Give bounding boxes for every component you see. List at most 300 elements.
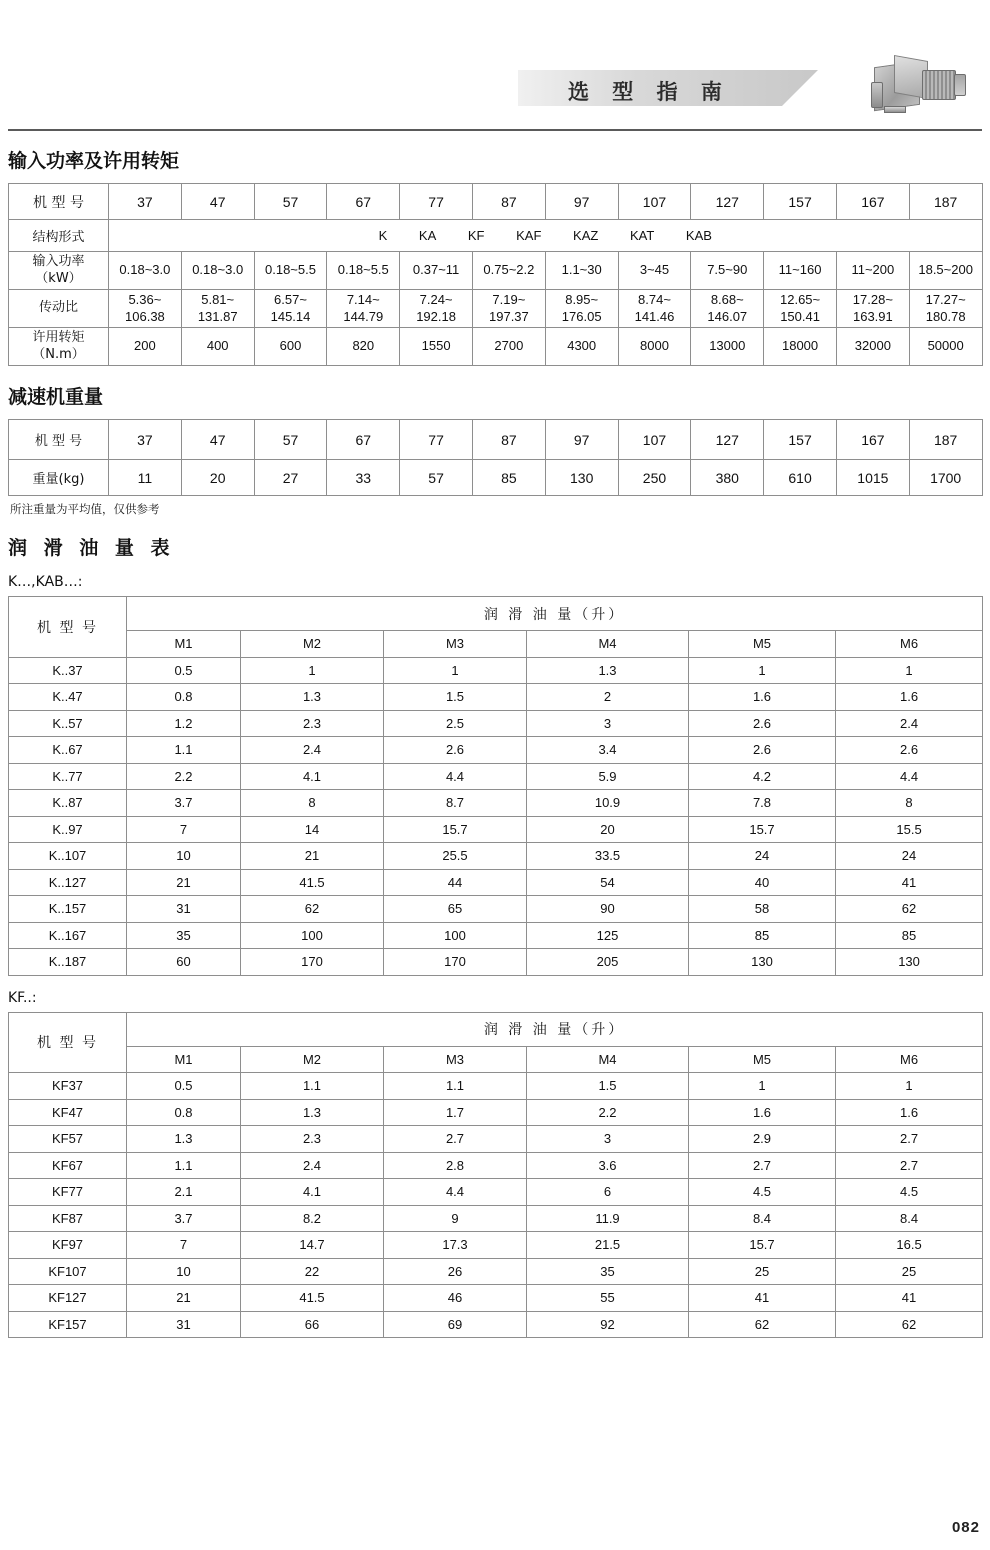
cell-oil: 2.7 [836,1152,983,1179]
table-row [9,1285,983,1312]
cell-oil: 2 [527,684,689,711]
cell-oil: 90 [527,896,689,923]
cell-ratio-line1: 8.95~ [565,292,599,308]
cell-weight: 1015 [836,460,909,496]
page-title: 选 型 指 南 [568,80,730,104]
cell-weight: 57 [400,460,473,496]
cell-oil: 54 [527,869,689,896]
cell-oil: 65 [384,896,527,923]
cell-structure-forms [109,220,983,252]
table-row [9,737,983,764]
cell-oil: 21 [241,843,384,870]
cell-oil: 4.1 [241,1179,384,1206]
cell-oil: 21 [127,1285,241,1312]
cell-weight: 250 [618,460,691,496]
cell-oil: 11.9 [527,1205,689,1232]
column-header-model: 机 型 号 [9,1012,127,1073]
cell-oil: 2.7 [384,1126,527,1153]
cell-oil: 7 [127,1232,241,1259]
cell-input-power: 1.1~30 [545,252,618,290]
column-header-m2: M2 [241,1046,384,1073]
cell-oil: 62 [836,1311,983,1338]
cell-model: K..37 [9,657,127,684]
structure-form: KAZ [573,228,599,243]
cell-oil: 100 [241,922,384,949]
table-row-weight [9,460,983,496]
cell-oil: 0.5 [127,1073,241,1100]
page-header [8,0,982,130]
cell-oil: 170 [384,949,527,976]
cell-oil: 1.5 [384,684,527,711]
cell-input-power: 0.18~3.0 [109,252,182,290]
cell-oil: 3.7 [127,790,241,817]
table-gearbox-weight [8,419,983,496]
row-label-model: 机 型 号 [9,184,109,220]
cell-model: 157 [764,184,837,220]
cell-torque: 50000 [909,328,982,366]
table-header-row-positions [9,631,983,658]
column-header-m4: M4 [527,1046,689,1073]
cell-model: K..107 [9,843,127,870]
cell-oil: 35 [527,1258,689,1285]
cell-oil: 21.5 [527,1232,689,1259]
cell-oil: 2.2 [527,1099,689,1126]
gearbox-motor-illustration [870,56,968,120]
cell-oil: 41.5 [241,869,384,896]
row-label-torque-line1: 许用转矩 [32,330,85,346]
cell-oil: 55 [527,1285,689,1312]
row-label-input-power-line2: （kW） [35,270,82,286]
table-row [9,1205,983,1232]
cell-oil: 92 [527,1311,689,1338]
table-row-structure [9,220,983,252]
row-label-input-power [9,252,109,290]
cell-ratio [618,290,691,328]
cell-weight: 27 [254,460,327,496]
cell-oil: 1.6 [836,684,983,711]
cell-ratio-line1: 6.57~ [274,292,307,308]
cell-oil: 22 [241,1258,384,1285]
cell-oil: 10 [127,843,241,870]
cell-weight: 1700 [909,460,982,496]
cell-oil: 9 [384,1205,527,1232]
cell-oil: 205 [527,949,689,976]
cell-oil: 2.3 [241,1126,384,1153]
cell-model: KF57 [9,1126,127,1153]
cell-oil: 26 [384,1258,527,1285]
cell-model: K..167 [9,922,127,949]
cell-torque: 820 [327,328,400,366]
cell-oil: 0.5 [127,657,241,684]
gearbox-flange [871,82,883,108]
cell-torque: 18000 [764,328,837,366]
cell-oil: 1 [384,657,527,684]
cell-oil: 35 [127,922,241,949]
table-row-ratio [9,290,983,328]
cell-oil: 15.7 [384,816,527,843]
oil-table-caption-k: K…,KAB…: [8,574,83,590]
cell-ratio-line2: 176.05 [561,308,602,324]
cell-oil: 15.7 [689,1232,836,1259]
cell-ratio [327,290,400,328]
cell-model: 187 [909,420,982,460]
cell-oil: 7 [127,816,241,843]
cell-oil: 2.4 [241,737,384,764]
table-input-power-torque [8,183,983,366]
row-label-weight: 重量(kg) [9,460,109,496]
cell-input-power: 0.75~2.2 [472,252,545,290]
table-row [9,816,983,843]
cell-model: KF157 [9,1311,127,1338]
cell-model: KF87 [9,1205,127,1232]
cell-oil: 3.4 [527,737,689,764]
cell-ratio-line2: 197.37 [489,308,529,324]
cell-ratio-line2: 163.91 [852,308,893,324]
cell-model: 37 [109,420,182,460]
table-row [9,896,983,923]
cell-ratio [109,290,182,328]
cell-model: 97 [545,184,618,220]
cell-oil: 1.6 [689,684,836,711]
cell-torque: 4300 [545,328,618,366]
cell-oil: 41 [836,1285,983,1312]
cell-oil: 1.3 [527,657,689,684]
cell-weight: 20 [181,460,254,496]
cell-oil: 69 [384,1311,527,1338]
cell-input-power: 11~160 [764,252,837,290]
table-row [9,1099,983,1126]
cell-ratio [909,290,982,328]
cell-ratio [472,290,545,328]
cell-input-power: 0.37~11 [400,252,473,290]
cell-ratio-line1: 7.14~ [346,292,380,308]
structure-form: KAT [629,228,655,243]
cell-oil: 40 [689,869,836,896]
cell-oil: 8.2 [241,1205,384,1232]
cell-model: K..87 [9,790,127,817]
cell-oil: 4.5 [836,1179,983,1206]
column-header-m6: M6 [836,1046,983,1073]
cell-torque: 1550 [400,328,473,366]
cell-oil: 1 [689,657,836,684]
cell-ratio-line1: 8.68~ [710,292,744,308]
cell-torque: 2700 [472,328,545,366]
cell-oil: 1.1 [127,737,241,764]
structure-form: KAB [685,228,712,243]
cell-model: KF97 [9,1232,127,1259]
cell-ratio-line2: 192.18 [416,308,456,324]
cell-model: 87 [472,184,545,220]
cell-model: K..187 [9,949,127,976]
cell-model: 47 [181,184,254,220]
cell-model: 107 [618,184,691,220]
cell-oil: 4.1 [241,763,384,790]
cell-model: 77 [400,420,473,460]
page-number: 082 [951,1519,980,1536]
cell-oil: 10 [127,1258,241,1285]
cell-ratio [764,290,837,328]
structure-form: KAF [516,228,542,243]
cell-oil: 4.4 [384,1179,527,1206]
cell-oil: 1.3 [241,684,384,711]
cell-oil: 66 [241,1311,384,1338]
column-header-m1: M1 [127,631,241,658]
column-header-oil-group: 润 滑 油 量（升） [127,597,983,631]
cell-ratio-line1: 7.24~ [419,292,453,308]
cell-model: KF77 [9,1179,127,1206]
cell-model: KF127 [9,1285,127,1312]
cell-model: 97 [545,420,618,460]
cell-oil: 85 [836,922,983,949]
cell-oil: 15.5 [836,816,983,843]
table-row [9,1258,983,1285]
cell-model: 127 [691,420,764,460]
cell-oil: 1 [836,1073,983,1100]
section-title-power: 输入功率及许用转矩 [8,150,180,172]
cell-weight: 33 [327,460,400,496]
cell-ratio-line2: 146.07 [707,308,748,324]
cell-ratio [400,290,473,328]
cell-oil: 2.4 [836,710,983,737]
table-row-model [9,184,983,220]
table-row [9,1232,983,1259]
row-label-torque-line2: （N.m） [32,346,85,362]
gearbox-output-shaft [884,106,906,113]
cell-oil: 130 [836,949,983,976]
cell-model: 167 [836,420,909,460]
table-row [9,763,983,790]
cell-weight: 11 [109,460,182,496]
cell-oil: 2.5 [384,710,527,737]
table-row [9,1126,983,1153]
cell-oil: 2.9 [689,1126,836,1153]
cell-model: 67 [327,184,400,220]
cell-input-power: 7.5~90 [691,252,764,290]
cell-oil: 2.2 [127,763,241,790]
cell-oil: 8 [836,790,983,817]
structure-form: KF [467,228,485,243]
cell-oil: 31 [127,896,241,923]
cell-ratio-line2: 144.79 [343,308,384,324]
cell-oil: 1.1 [127,1152,241,1179]
cell-torque: 13000 [691,328,764,366]
table-header-row-positions [9,1046,983,1073]
weight-note: 所注重量为平均值，仅供参考 [10,502,160,516]
cell-oil: 1.1 [384,1073,527,1100]
cell-oil: 4.2 [689,763,836,790]
cell-torque: 600 [254,328,327,366]
cell-input-power: 0.18~5.5 [327,252,400,290]
cell-model: 77 [400,184,473,220]
cell-model: 87 [472,420,545,460]
cell-oil: 1.5 [527,1073,689,1100]
cell-input-power: 0.18~3.0 [181,252,254,290]
column-header-m3: M3 [384,631,527,658]
cell-oil: 125 [527,922,689,949]
cell-oil: 62 [689,1311,836,1338]
cell-oil: 2.1 [127,1179,241,1206]
cell-model: 127 [691,184,764,220]
cell-oil: 2.8 [384,1152,527,1179]
cell-ratio-line1: 8.74~ [638,292,671,308]
cell-oil: 1.6 [836,1099,983,1126]
cell-oil: 62 [241,896,384,923]
cell-model: K..157 [9,896,127,923]
cell-model: 47 [181,420,254,460]
cell-oil: 8 [241,790,384,817]
cell-oil: 20 [527,816,689,843]
cell-oil: 17.3 [384,1232,527,1259]
column-header-m2: M2 [241,631,384,658]
cell-model: 57 [254,420,327,460]
cell-oil: 41 [836,869,983,896]
table-oil-quantity-k [8,596,983,976]
cell-oil: 8.4 [689,1205,836,1232]
cell-oil: 85 [689,922,836,949]
column-header-model: 机 型 号 [9,597,127,658]
cell-ratio-line1: 7.19~ [492,292,526,308]
cell-model: KF107 [9,1258,127,1285]
cell-oil: 8.7 [384,790,527,817]
cell-oil: 1 [836,657,983,684]
cell-oil: 2.4 [241,1152,384,1179]
row-label-ratio: 传动比 [9,290,109,328]
section-title-oil: 润 滑 油 量 表 [8,537,175,559]
cell-oil: 3 [527,710,689,737]
row-label-model: 机 型 号 [9,420,109,460]
cell-oil: 170 [241,949,384,976]
cell-oil: 1 [689,1073,836,1100]
row-label-structure: 结构形式 [9,220,109,252]
cell-oil: 3 [527,1126,689,1153]
cell-oil: 0.8 [127,1099,241,1126]
header-divider [8,129,982,131]
cell-oil: 62 [836,896,983,923]
cell-oil: 1.3 [241,1099,384,1126]
motor-body [922,70,956,100]
cell-ratio-line2: 106.38 [125,308,165,324]
cell-oil: 33.5 [527,843,689,870]
table-row [9,843,983,870]
column-header-oil-group: 润 滑 油 量（升） [127,1012,983,1046]
column-header-m5: M5 [689,631,836,658]
cell-oil: 15.7 [689,816,836,843]
cell-oil: 2.7 [836,1126,983,1153]
cell-model: KF47 [9,1099,127,1126]
cell-oil: 44 [384,869,527,896]
cell-oil: 7.8 [689,790,836,817]
table-row [9,922,983,949]
cell-oil: 14.7 [241,1232,384,1259]
table-row [9,710,983,737]
cell-oil: 130 [689,949,836,976]
cell-oil: 8.4 [836,1205,983,1232]
cell-oil: 3.7 [127,1205,241,1232]
cell-oil: 2.3 [241,710,384,737]
cell-ratio-line1: 17.28~ [852,292,893,308]
cell-ratio [254,290,327,328]
cell-input-power: 18.5~200 [909,252,982,290]
cell-model: 167 [836,184,909,220]
cell-oil: 21 [127,869,241,896]
cell-model: K..67 [9,737,127,764]
cell-input-power: 11~200 [836,252,909,290]
table-row-torque [9,328,983,366]
column-header-m1: M1 [127,1046,241,1073]
cell-oil: 60 [127,949,241,976]
cell-oil: 14 [241,816,384,843]
table-row [9,790,983,817]
cell-oil: 1.1 [241,1073,384,1100]
cell-oil: 100 [384,922,527,949]
cell-weight: 85 [472,460,545,496]
cell-model: K..77 [9,763,127,790]
cell-oil: 41.5 [241,1285,384,1312]
table-row [9,657,983,684]
cell-oil: 1.6 [689,1099,836,1126]
cell-oil: 1.3 [127,1126,241,1153]
table-row [9,949,983,976]
cell-oil: 5.9 [527,763,689,790]
cell-oil: 2.6 [384,737,527,764]
table-row [9,1311,983,1338]
cell-oil: 24 [689,843,836,870]
cell-oil: 46 [384,1285,527,1312]
cell-oil: 31 [127,1311,241,1338]
cell-ratio-line2: 131.87 [197,308,238,324]
column-header-m4: M4 [527,631,689,658]
cell-oil: 2.6 [689,710,836,737]
cell-ratio-line1: 5.36~ [128,292,162,308]
cell-oil: 2.7 [689,1152,836,1179]
cell-oil: 58 [689,896,836,923]
cell-weight: 610 [764,460,837,496]
cell-oil: 10.9 [527,790,689,817]
cell-ratio [691,290,764,328]
cell-oil: 16.5 [836,1232,983,1259]
table-row [9,1179,983,1206]
cell-model: 37 [109,184,182,220]
cell-ratio-line1: 12.65~ [780,292,821,308]
cell-input-power: 0.18~5.5 [254,252,327,290]
cell-oil: 1 [241,657,384,684]
oil-table-caption-kf: KF..: [8,989,37,1006]
column-header-m3: M3 [384,1046,527,1073]
cell-oil: 24 [836,843,983,870]
cell-model: KF37 [9,1073,127,1100]
cell-oil: 25 [689,1258,836,1285]
cell-model: 57 [254,184,327,220]
table-row-input-power [9,252,983,290]
row-label-input-power-line1: 输入功率 [32,254,85,270]
table-oil-quantity-kf [8,1012,983,1339]
cell-oil: 4.4 [384,763,527,790]
section-title-weight: 减速机重量 [8,386,104,408]
cell-oil: 2.6 [689,737,836,764]
cell-ratio [836,290,909,328]
table-row [9,1152,983,1179]
table-row-model [9,420,983,460]
structure-form: K [378,228,388,243]
cell-ratio-line1: 5.81~ [201,292,235,308]
cell-weight: 130 [545,460,618,496]
cell-ratio-line1: 17.27~ [925,292,966,308]
cell-model: 107 [618,420,691,460]
cell-ratio-line2: 150.41 [780,308,820,324]
table-row [9,684,983,711]
cell-oil: 4.4 [836,763,983,790]
column-header-m5: M5 [689,1046,836,1073]
